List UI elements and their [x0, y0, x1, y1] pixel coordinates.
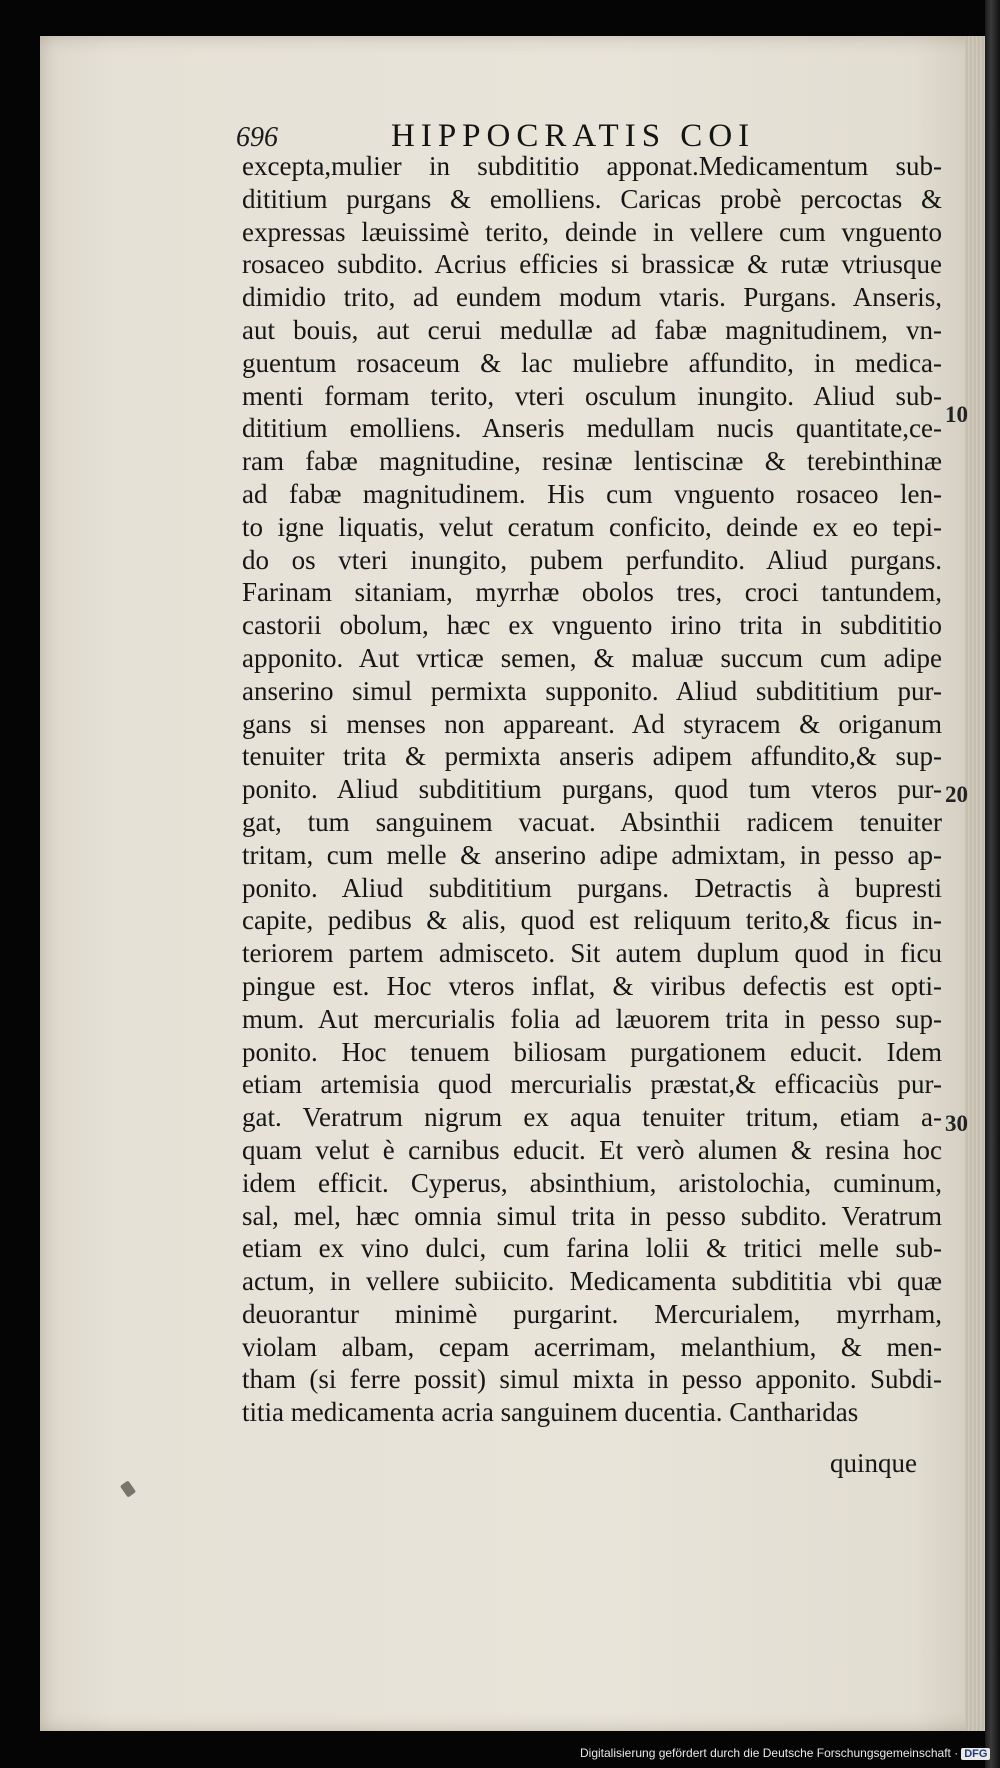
- text-line: ponito. Aliud subdititium purgans. Detractis à bupresti: [242, 872, 942, 903]
- text-line: dimidio trito, ad eundem modum vtaris. Purgans. Anseris,: [242, 282, 942, 313]
- margin-line-number: 20: [945, 782, 968, 807]
- text-line: gat, tum sanguinem vacuat. Absinthii radicem tenuiter: [242, 806, 942, 837]
- text-line: pingue est. Hoc vteros inflat, & viribus defectis est opti-: [242, 970, 942, 1001]
- text-line: deuorantur minimè purgarint. Mercurialem, myrrham,: [242, 1298, 942, 1329]
- text-line: menti formam terito, vteri osculum inungito. Aliud sub-: [242, 380, 942, 411]
- footer-text: Digitalisierung gefördert durch die Deutsche Forschungsgemeinschaft ·: [580, 1746, 959, 1760]
- text-line: anserino simul permixta supponito. Aliud subdititium pur-: [242, 675, 942, 706]
- text-line: guentum rosaceum & lac muliebre affundito, in medica-: [242, 347, 942, 378]
- text-line: ponito. Aliud subdititium purgans, quod tum vteros pur-: [242, 774, 942, 805]
- text-line: excepta,mulier in subdititio apponat.Medicamentum sub-: [242, 151, 942, 181]
- margin-line-number: 30: [945, 1111, 968, 1136]
- book-spine: [985, 0, 1000, 1768]
- text-line: do os vteri inungito, pubem perfundito. Aliud purgans.: [242, 544, 942, 575]
- text-line: aut bouis, aut cerui medullæ ad fabæ magnitudinem, vn-: [242, 314, 942, 345]
- text-line: actum, in vellere subiicito. Medicamenta subdititia vbi quæ: [242, 1266, 942, 1297]
- text-line: teriorem partem admisceto. Sit autem duplum quod in ficu: [242, 938, 942, 969]
- text-line: apponito. Aut vrticæ semen, & maluæ succum cum adipe: [242, 642, 942, 673]
- catchword: quinque: [830, 1448, 917, 1478]
- text-line: tenuiter trita & permixta anseris adipem affundito,& sup-: [242, 741, 942, 772]
- text-line: etiam artemisia quod mercurialis præstat,& efficaciùs pur-: [242, 1069, 942, 1100]
- running-head: HIPPOCRATIS COI: [391, 118, 756, 154]
- text-line: idem efficit. Cyperus, absinthium, aristolochia, cuminum,: [242, 1167, 942, 1198]
- text-line: etiam ex vino dulci, cum farina lolii & tritici melle sub-: [242, 1233, 942, 1264]
- footer-credit: [580, 1746, 990, 1760]
- dfg-logo: DFG: [961, 1748, 990, 1760]
- text-line: tritam, cum melle & anserino adipe admixtam, in pesso ap-: [242, 839, 942, 870]
- text-line: expressas læuissimè terito, deinde in vellere cum vnguento: [242, 216, 942, 247]
- text-line: tham (si ferre possit) simul mixta in pesso apponito. Subdi-: [242, 1364, 942, 1395]
- text-line: mum. Aut mercurialis folia ad læuorem trita in pesso sup-: [242, 1003, 942, 1034]
- text-line: capite, pedibus & alis, quod est reliquum terito,& ficus in-: [242, 905, 942, 936]
- text-line: titia medicamenta acria sanguinem ducentia. Cantharidas: [242, 1397, 859, 1428]
- text-line: ram fabæ magnitudine, resinæ lentiscinæ & terebinthinæ: [242, 446, 942, 477]
- text-line: violam albam, cepam acerrimam, melanthium, & men-: [242, 1331, 942, 1362]
- text-line: gans si menses non appareant. Ad styracem & origanum: [242, 708, 942, 739]
- text-line: to igne liquatis, velut ceratum conficito, deinde ex eo tepi-: [242, 511, 942, 542]
- text-line: sal, mel, hæc omnia simul trita in pesso subdito. Veratrum: [242, 1200, 942, 1231]
- text-line: ponito. Hoc tenuem biliosam purgationem educit. Idem: [242, 1036, 942, 1067]
- text-line: gat. Veratrum nigrum ex aqua tenuiter tritum, etiam a-: [242, 1102, 942, 1133]
- text-line: Farinam sitaniam, myrrhæ obolos tres, croci tantundem,: [242, 577, 942, 608]
- text-line: dititium purgans & emolliens. Caricas probè percoctas &: [242, 183, 942, 214]
- page-number: 696: [236, 122, 278, 153]
- text-line: rosaceo subdito. Acrius efficies si brassicæ & rutæ vtriusque: [242, 249, 942, 280]
- text-line: castorii obolum, hæc ex vnguento irino trita in subdititio: [242, 610, 942, 641]
- text-line: ad fabæ magnitudinem. His cum vnguento rosaceo len-: [242, 478, 942, 509]
- margin-line-number: 10: [945, 402, 968, 427]
- body-text: [242, 150, 942, 1429]
- text-line: dititium emolliens. Anseris medullam nucis quantitate,ce-: [242, 413, 942, 444]
- text-line: quam velut è carnibus educit. Et verò alumen & resina hoc: [242, 1134, 942, 1165]
